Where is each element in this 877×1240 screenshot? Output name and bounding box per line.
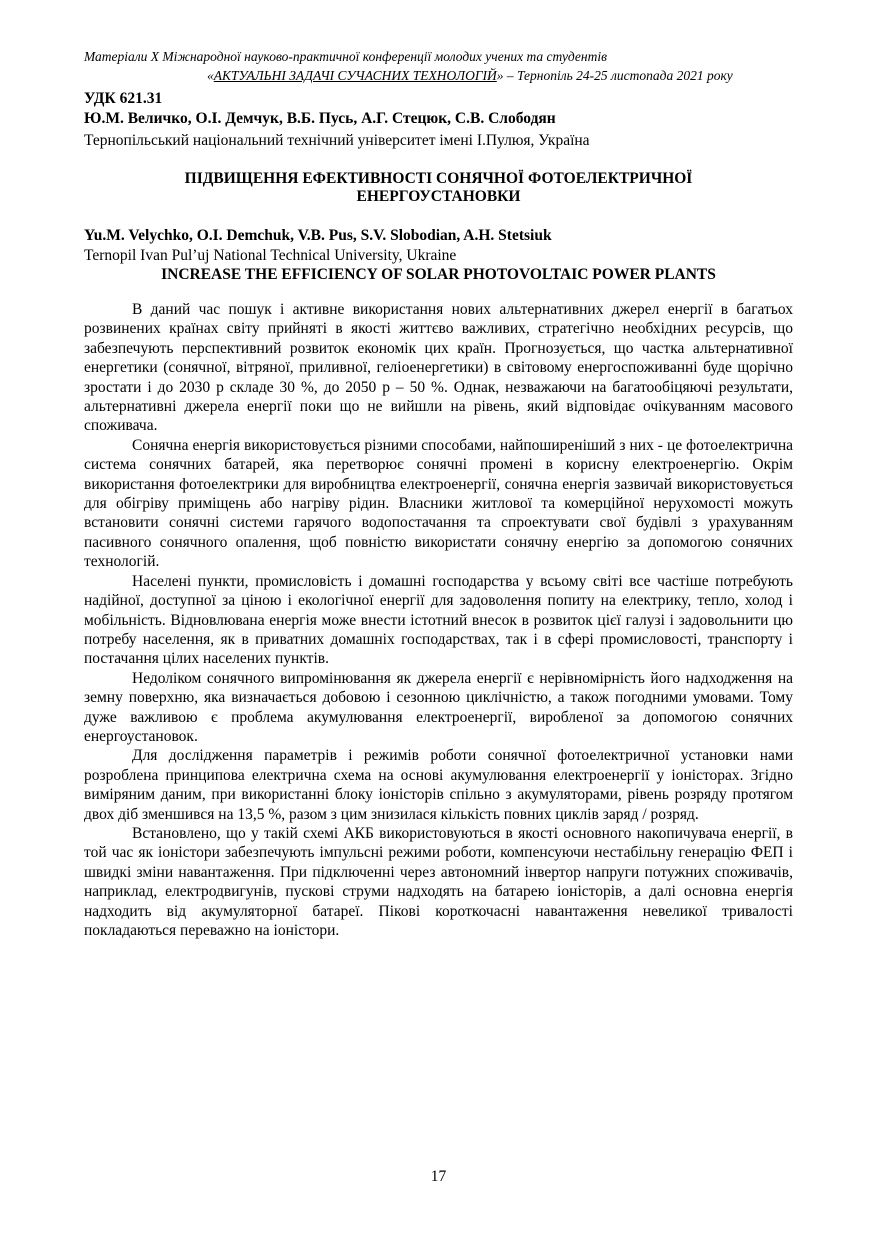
paragraph: В даний час пошук і активне використання нових альтернативних джерел енергії в багатьох розвинених країнах світу прийняті в якості життєво важливих, стратегічно необхідних ресурсів, що забезпечують перспективний розвиток економік цих країн. Прогнозується, що частка альтернативної енергетики (сонячної, вітряної, приливної, геліоенергетики) в світовому енергоспоживанні буде щорічно зростати і до 2030 р складе 30 %, до 2050 р – 50 %. Однак, незважаючи на багатообіцяючі результати, альтернативні джерела енергії поки що не вийшли на рівень, який відповідає очікуванням масового споживача. [84,301,793,435]
conference-header-line1: Матеріали X Міжнародної науково-практичної конференції молодих учених та студентів [84,49,607,64]
body-text [84,300,793,940]
authors-ua: Ю.М. Величко, О.І. Демчук, В.Б. Пусь, А.Г. Стецюк, С.В. Слободян [84,110,556,127]
quote-open: « [207,68,214,83]
affiliation-ua: Тернопільський національний технічний університет імені І.Пулюя, Україна [84,132,590,149]
page-number: 17 [430,1168,447,1185]
conference-place-date: » – Тернопіль 24-25 листопада 2021 року [496,68,733,83]
conference-header-line2 [207,67,733,84]
affiliation-en: Ternopil Ivan Pul’uj National Technical University, Ukraine [84,247,457,264]
paragraph: Встановлено, що у такій схемі АКБ використовуються в якості основного накопичувача енергії, в той час як іоністори забезпечують імпульсні режими роботи, компенсуючи нестабільну генерацію ФЕП і швидкі зміни навантаження. При підключенні через автономний інвертор напруги потужних споживачів, наприклад, електродвигунів, пускові струми надходять на батарею іоністорів, а далі основна енергія надходить від акумуляторної батареї. Пікові короткочасні навантаження невеликої тривалості покладаються переважно на іоністори. [84,824,793,939]
udk-code: УДК 621.31 [84,90,163,107]
paper-title-ua-line2: ЕНЕРГОУСТАНОВКИ [356,188,521,205]
paragraph: Сонячна енергія використовується різними способами, найпоширеніший з них - це фотоелектрична система сонячних батарей, яка перетворює сонячні промені в корисну електроенергію. Окрім використання фотоелектрики для виробництва електроенергії, сонячна енергія зазвичай використовується для обігріву приміщень або нагріву рідин. Власники житлової та комерційної нерухомості можуть встановити сонячні системи гарячого водопостачання та спроектувати свої будівлі з урахуванням пасивного сонячного опалення, щоб повністю використати сонячну енергію за допомогою сонячних технологій. [84,436,793,571]
conference-name: АКТУАЛЬНІ ЗАДАЧІ СУЧАСНИХ ТЕХНОЛОГІЙ [213,68,497,83]
paragraph: Недоліком сонячного випромінювання як джерела енергії є нерівномірність його надходження на земну поверхню, яка визначається добовою і сезонною циклічністю, а також погодними умовами. Тому дуже важливою є проблема акумулювання електроенергії, виробленої за допомогою сонячних енергоустановок. [84,669,793,745]
paper-title-ua [84,170,793,206]
paper-title-ua-line1: ПІДВИЩЕННЯ ЕФЕКТИВНОСТІ СОНЯЧНОЇ ФОТОЕЛЕКТРИЧНОЇ [184,170,693,187]
authors-en: Yu.M. Velychko, O.I. Demchuk, V.B. Pus, S.V. Slobodian, A.H. Stetsiuk [84,227,552,244]
paragraph: Для дослідження параметрів і режимів роботи сонячної фотоелектричної установки нами розроблена принципова електрична схема на основі акумулювання електроенергії у іоністорах. Згідно виміряним даним, при використанні блоку іоністорів спільно з акумуляторами, рівень розряду протягом двох діб зменшився на 13,5 %, разом з цим знизилася кількість повних циклів заряд / розряд. [84,747,793,823]
paragraph: Населені пункти, промисловість і домашні господарства у всьому світі все частіше потребують надійної, доступної за ціною і екологічної енергії для задоволення попиту на електрику, тепло, холод і мобільність. Відновлювана енергія може внести істотний внесок в розвиток цієї галузі і задовольнити цю потребу населення, як в приватних домашніх господарствах, так і в сфері промисловості, транспорту і постачання цілих населених пунктів. [84,572,793,668]
paper-title-en: INCREASE THE EFFICIENCY OF SOLAR PHOTOVOLTAIC POWER PLANTS [161,266,716,283]
